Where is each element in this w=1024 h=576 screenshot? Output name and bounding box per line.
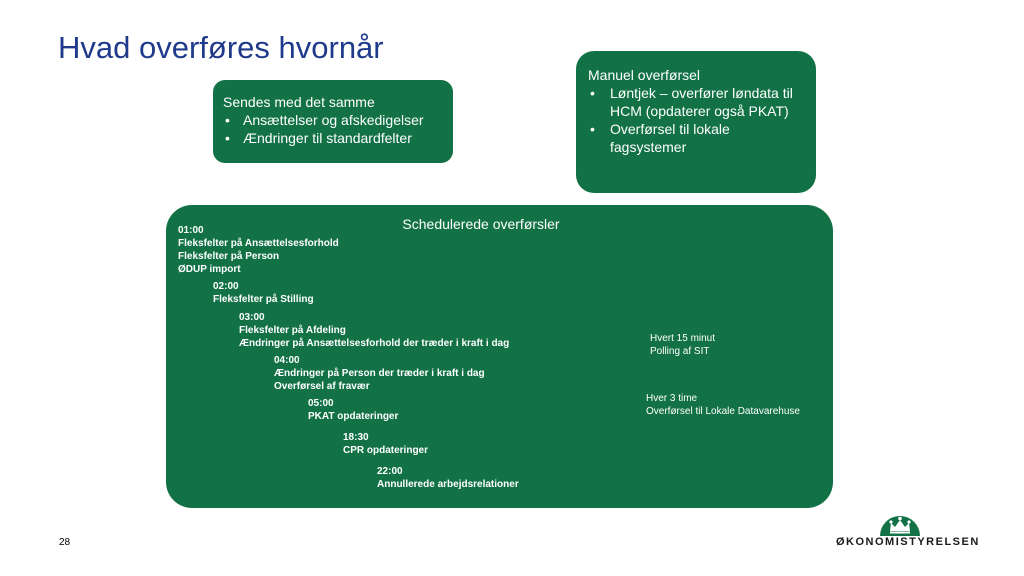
bullet-icon: •: [225, 130, 230, 146]
scheduled-title: Schedulerede overførsler: [402, 216, 560, 232]
side-note-interval: Hvert 15 minut: [650, 333, 716, 344]
crown-icon: [878, 512, 922, 536]
page-title: Hvad overføres hvornår: [58, 30, 384, 65]
schedule-time: 05:00: [308, 398, 334, 409]
schedule-line: Fleksfelter på Person: [178, 251, 280, 262]
bullet-icon: •: [590, 85, 595, 101]
list-item: [588, 84, 804, 120]
list-item-text: Ændringer til standardfelter: [243, 130, 412, 146]
schedule-time: 01:00: [178, 225, 204, 236]
scheduled-transfers-box: [166, 205, 833, 508]
list-item-text: Ansættelser og afskedigelser: [243, 112, 424, 128]
schedule-entry-0500: [308, 397, 398, 423]
schedule-entry-0300: [239, 311, 509, 350]
schedule-time: 18:30: [343, 432, 369, 443]
immediate-heading: Sendes med det samme: [223, 94, 375, 110]
schedule-line: Fleksfelter på Ansættelsesforhold: [178, 238, 339, 249]
bullet-icon: •: [225, 112, 230, 128]
schedule-time: 02:00: [213, 281, 239, 292]
schedule-line: CPR opdateringer: [343, 445, 429, 456]
side-note-description: Polling af SIT: [650, 346, 710, 357]
schedule-line: PKAT opdateringer: [308, 411, 399, 422]
page-number: 28: [59, 537, 71, 548]
list-item-text: Løntjek – overfører løndata til HCM (opdaterer også PKAT): [610, 85, 793, 119]
schedule-time: 03:00: [239, 312, 265, 323]
schedule-line: Annullerede arbejdsrelationer: [377, 479, 519, 490]
side-note-description: Overførsel til Lokale Datavarehuse: [646, 406, 800, 417]
schedule-entry-0400: [274, 354, 485, 393]
schedule-entry-0100: [178, 224, 339, 276]
bullet-icon: •: [590, 121, 595, 137]
manual-transfer-box: [576, 51, 816, 193]
schedule-entry-1830: [343, 431, 428, 457]
schedule-line: Fleksfelter på Afdeling: [239, 325, 346, 336]
schedule-time: 22:00: [377, 466, 403, 477]
list-item: [223, 111, 443, 129]
okonomistyrelsen-logo: [836, 512, 980, 552]
immediate-transfer-box: [213, 80, 453, 163]
schedule-line: ØDUP import: [178, 264, 241, 275]
list-item-text: Overførsel til lokale fagsystemer: [610, 121, 730, 155]
list-item: [223, 129, 443, 147]
schedule-line: Ændringer på Ansættelsesforhold der træder i kraft i dag: [239, 338, 510, 349]
schedule-entry-0200: [213, 280, 314, 306]
manual-heading: Manuel overførsel: [588, 67, 701, 83]
immediate-list: [223, 111, 443, 147]
schedule-line: Ændringer på Person der træder i kraft i dag: [274, 368, 485, 379]
schedule-entry-2200: [377, 465, 519, 491]
schedule-time: 04:00: [274, 355, 300, 366]
schedule-line: Overførsel af fravær: [274, 381, 370, 392]
logo-text: ØKONOMISTYRELSEN: [836, 536, 980, 548]
side-note-interval: Hver 3 time: [646, 393, 698, 404]
schedule-line: Fleksfelter på Stilling: [213, 294, 314, 305]
manual-list: [588, 84, 804, 156]
side-note-polling: [650, 332, 715, 358]
side-note-datawarehouse: [646, 392, 800, 418]
list-item: [588, 120, 804, 156]
